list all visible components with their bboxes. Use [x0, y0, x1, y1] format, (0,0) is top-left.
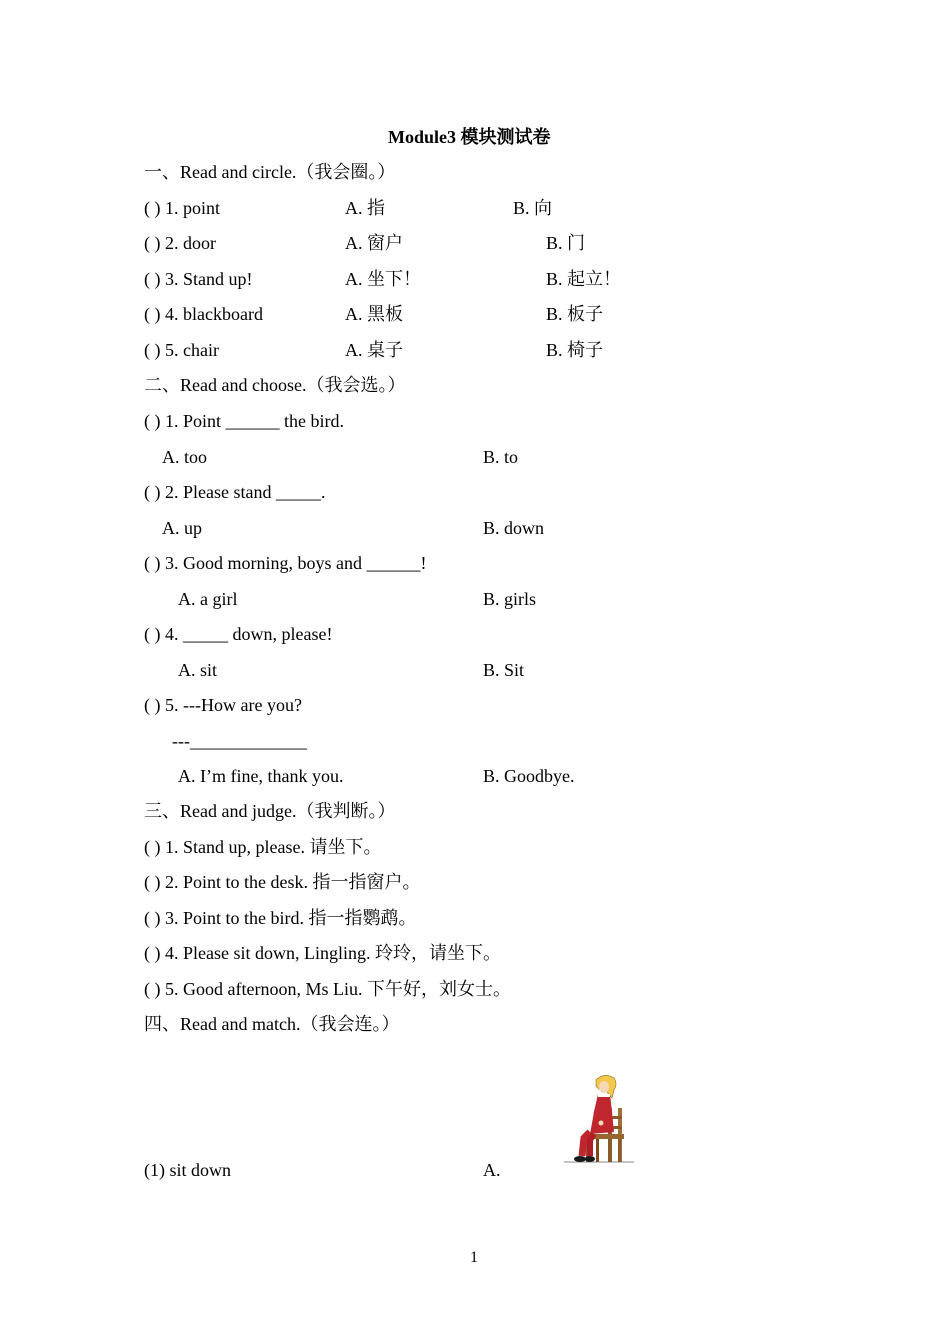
s1-q2-option-a: A. 窗户 — [345, 233, 403, 253]
girl-sitting-on-chair-image — [560, 1072, 638, 1172]
s1-q5: ( ) 5. chair — [144, 340, 219, 360]
s2-q2: ( ) 2. Please stand _____. — [144, 482, 326, 502]
s2-q4-option-b: B. Sit — [483, 660, 525, 680]
s1-q3-option-b: B. 起立！ — [546, 269, 622, 289]
s2-q4-option-a: A. sit — [178, 660, 218, 680]
s3-item-5: ( ) 5. Good afternoon, Ms Liu. 下午好，刘女士。 — [144, 979, 511, 999]
s1-q3-option-a: A. 坐下！ — [345, 269, 421, 289]
page-number: 1 — [470, 1249, 478, 1266]
s2-q2-option-b: B. down — [483, 518, 545, 538]
s1-q4: ( ) 4. blackboard — [144, 304, 263, 324]
s1-q1-option-b: B. 向 — [513, 198, 553, 218]
s3-item-2: ( ) 2. Point to the desk. 指一指窗户。 — [144, 872, 421, 892]
section4-heading: 四、Read and match.（我会连。） — [144, 1014, 400, 1034]
s1-q3: ( ) 3. Stand up! — [144, 269, 253, 289]
section2-heading: 二、Read and choose.（我会选。） — [144, 375, 406, 395]
s2-q3-option-b: B. girls — [483, 589, 537, 609]
page-title: Module3 模块测试卷 — [388, 127, 551, 147]
s2-q3: ( ) 3. Good morning, boys and ______! — [144, 553, 427, 573]
s2-q1-option-a: A. too — [162, 447, 207, 467]
s1-q5-option-b: B. 椅子 — [546, 340, 604, 360]
s1-q4-option-b: B. 板子 — [546, 304, 604, 324]
s1-q2-option-b: B. 门 — [546, 233, 586, 253]
s2-q3-option-a: A. a girl — [178, 589, 238, 609]
s3-item-4: ( ) 4. Please sit down, Lingling. 玲玲，请坐下。 — [144, 943, 501, 963]
s1-q4-option-a: A. 黑板 — [345, 304, 403, 324]
s2-q5-option-a: A. I’m fine, thank you. — [178, 766, 344, 786]
s1-q1: ( ) 1. point — [144, 198, 220, 218]
s2-q1: ( ) 1. Point ______ the bird. — [144, 411, 344, 431]
s3-item-3: ( ) 3. Point to the bird. 指一指鹦鹉。 — [144, 908, 417, 928]
section1-heading: 一、Read and circle.（我会圈。） — [144, 162, 396, 182]
s2-q1-option-b: B. to — [483, 447, 519, 467]
s2-q2-option-a: A. up — [162, 518, 202, 538]
s2-q5: ( ) 5. ---How are you? — [144, 695, 302, 715]
s2-q5-answer-blank: ---_____________ — [172, 731, 307, 751]
s2-q4: ( ) 4. _____ down, please! — [144, 624, 333, 644]
s1-q5-option-a: A. 桌子 — [345, 340, 403, 360]
s2-q5-option-b: B. Goodbye. — [483, 766, 575, 786]
section3-heading: 三、Read and judge.（我判断。） — [144, 801, 396, 821]
s1-q1-option-a: A. 指 — [345, 198, 385, 218]
s4-option-a-label: A. — [483, 1160, 501, 1180]
s4-item-1: (1) sit down — [144, 1160, 231, 1180]
s3-item-1: ( ) 1. Stand up, please. 请坐下。 — [144, 837, 382, 857]
s1-q2: ( ) 2. door — [144, 233, 216, 253]
